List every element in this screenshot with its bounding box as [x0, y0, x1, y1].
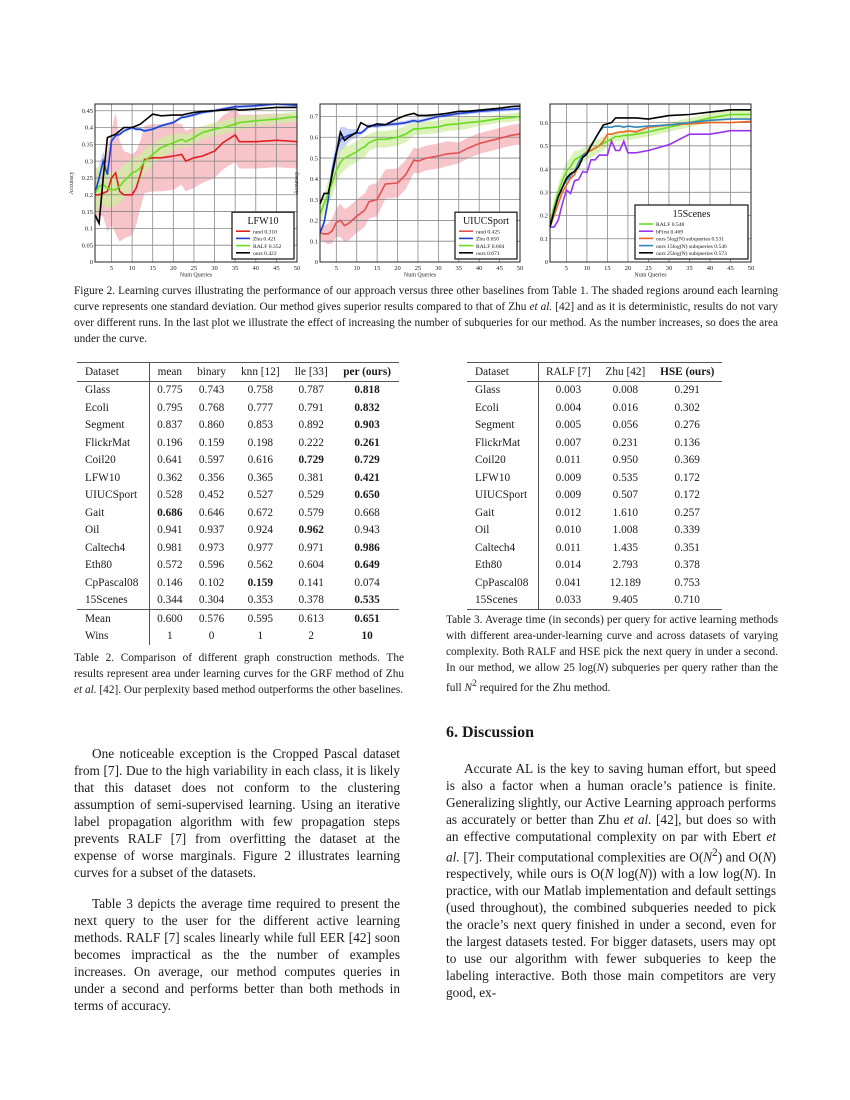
table-cell: 0.196	[157, 436, 183, 449]
y-tick-label: 0.45	[81, 107, 93, 115]
table-cell: 0.641	[157, 454, 183, 467]
table-cell: 0.033	[555, 594, 582, 607]
table-row	[467, 434, 722, 452]
dataset-name: Coil20	[467, 452, 538, 470]
table-3	[467, 362, 722, 610]
legend-entry: ours 5log(N) subqueries 0.531	[656, 236, 725, 243]
legend-entry: rand 0.425	[476, 229, 500, 236]
y-tick-label: 0.2	[539, 212, 548, 220]
y-tick-label: 0.3	[309, 196, 318, 204]
y-tick-label: 0.1	[84, 225, 93, 233]
table-cell: 0.668	[354, 506, 380, 519]
x-tick-label: 10	[583, 265, 591, 272]
table-cell: 0.353	[247, 594, 274, 607]
legend	[232, 212, 294, 259]
y-tick-label: 0.4	[309, 176, 318, 184]
x-tick-label: 5	[564, 265, 569, 272]
table-cell: 0.146	[157, 576, 183, 589]
table-row	[467, 381, 722, 399]
table-cell: 0.973	[198, 541, 225, 554]
table-cell: 0.527	[247, 489, 274, 502]
left-column-text	[74, 745, 400, 1014]
table-cell: 0.014	[555, 559, 582, 572]
table-cell: 0.351	[674, 541, 700, 554]
table-row	[467, 399, 722, 417]
x-tick-label: 10	[128, 265, 136, 272]
x-tick-label: 25	[190, 265, 198, 272]
table-cell: 0.710	[674, 594, 700, 607]
table-cell: 0.378	[298, 594, 324, 607]
table-cell: 0.356	[198, 471, 225, 484]
table-cell: 0	[208, 630, 215, 643]
x-tick-label: 10	[353, 265, 360, 272]
table-row	[467, 592, 722, 610]
chart-lfw10	[62, 98, 308, 279]
legend-entry: ours 15log(N) subqueries 0.546	[656, 243, 727, 250]
paragraph-table3: Table 3 depicts the average time required to present the next query to the user for the different active learning methods. RALF [7] scales linearly while full EER [42] soon becomes impractical as the the number of examples increases. On average, our method computes queries in under a second and performs better than both methods in terms of accuracy.	[74, 896, 400, 1013]
legend	[455, 212, 517, 259]
table-cell: 0.102	[198, 576, 225, 589]
table-cell: 0.369	[674, 454, 700, 467]
legend-entry: ours 0.422	[253, 251, 277, 257]
table-cell: 0.597	[198, 454, 225, 467]
y-tick-label: 0.4	[84, 124, 93, 132]
table-cell: 0.646	[198, 506, 225, 519]
column-header: mean	[157, 365, 183, 378]
table-2	[77, 362, 399, 645]
table-cell: 0.003	[555, 384, 582, 397]
x-tick-label: 15	[149, 265, 156, 272]
x-tick-label: 45	[273, 265, 280, 272]
table-cell: 0.004	[555, 401, 582, 414]
table-row	[467, 417, 722, 435]
dataset-name: Caltech4	[77, 539, 149, 557]
table-cell: 0.604	[298, 559, 324, 572]
x-tick-label: 45	[496, 265, 503, 272]
table-cell: 0.009	[555, 489, 582, 502]
table-row	[77, 504, 399, 522]
table-cell: 0.339	[674, 524, 700, 537]
table-row	[467, 452, 722, 470]
table-cell: 0.074	[354, 576, 380, 589]
table-cell: 0.302	[674, 401, 700, 414]
table-cell: 0.986	[354, 541, 380, 554]
y-axis-label: Accuracy	[69, 171, 75, 195]
legend-entry: RALF 0.352	[253, 243, 282, 250]
table-cell: 0.832	[354, 401, 380, 414]
table-cell: 1	[166, 630, 173, 643]
table-cell: 0.009	[555, 471, 582, 484]
dataset-name: Segment	[467, 417, 538, 435]
x-tick-label: 30	[211, 265, 218, 272]
paragraph-discussion: Accurate AL is the key to saving human effort, but speed is also a factor when a human oracle’s patience is finite. Generalizing slightly, our Active Learning approach performs as accurately or better than Zhu et al. [42], but does so with an effective computational complexity on par with Ebert et al. [7]. Their computational complexities are $O(N^2)$ and O(N) respectively, while ours is O(N log(N)) with a low log(N). In practice, with our Matlab implementation and default settings (used throughout), the combined subqueries needed to pick the oracle’s next query finished in under a second, even for the largest datasets tested. For bigger datasets, users may opt to use our algorithm with fewer subqueries to keep the labeling interactive. Both those main competitors are very good, ex-	[446, 761, 777, 1001]
chart-15scenes	[535, 98, 760, 279]
table-cell: 9.405	[612, 594, 639, 607]
legend-entry: rand 0.310	[253, 229, 277, 236]
x-tick-label: 15	[604, 265, 611, 272]
y-axis-label: Accuracy	[294, 171, 300, 195]
section-heading-discussion: 6. Discussion	[446, 724, 535, 741]
dataset-name: Eth80	[467, 557, 538, 575]
table-cell: 0.729	[298, 454, 324, 467]
x-tick-label: 35	[455, 265, 463, 272]
table-row	[77, 592, 399, 610]
legend-entry: Zhu 0.421	[253, 236, 276, 243]
y-tick-label: 0.4	[539, 166, 548, 174]
table-cell: 0.452	[198, 489, 225, 502]
dataset-name: UIUCSport	[77, 487, 149, 505]
legend-entry: RALF 0.604	[476, 243, 505, 250]
y-tick-label: 0.5	[309, 155, 318, 163]
x-tick-label: 40	[252, 265, 260, 272]
table-cell: 0.837	[157, 419, 183, 432]
y-tick-label: 0	[544, 259, 548, 267]
table-row	[77, 469, 399, 487]
x-axis-label: Num Queries	[403, 272, 437, 279]
chart-lfw10-svg	[62, 98, 308, 279]
table-row	[77, 434, 399, 452]
table-cell: 0.672	[247, 506, 274, 519]
y-tick-label: 0.1	[309, 238, 318, 246]
table-row	[77, 487, 399, 505]
dataset-name: 15Scenes	[467, 592, 538, 610]
table-cell: 0.924	[247, 524, 274, 537]
y-tick-label: 0.7	[309, 113, 318, 121]
y-tick-label: 0.35	[81, 141, 93, 149]
y-tick-label: 0.2	[84, 191, 93, 199]
y-tick-label: 0.25	[81, 175, 93, 183]
table-cell: 0.011	[555, 454, 581, 467]
table-cell: 0.971	[298, 541, 324, 554]
table-cell: 0.222	[298, 436, 324, 449]
dataset-name: Gait	[467, 504, 538, 522]
y-tick-label: 0.2	[309, 217, 318, 225]
table-cell: 0.768	[198, 401, 225, 414]
x-tick-label: 35	[686, 265, 693, 272]
x-tick-label: 50	[516, 265, 524, 272]
y-tick-label: 0.05	[81, 242, 93, 250]
discussion-text	[446, 760, 776, 1001]
table-cell: 0.421	[354, 471, 380, 484]
table-cell: 0.787	[298, 384, 324, 397]
x-tick-label: 40	[706, 265, 714, 272]
dataset-name: CpPascal08	[467, 574, 538, 592]
table-cell: 0.507	[612, 489, 639, 502]
table-cell: 0.304	[198, 594, 225, 607]
table-cell: 0.613	[298, 612, 324, 625]
table-cell: 0.600	[157, 612, 183, 625]
legend-entry: RALF 0.548	[656, 222, 685, 229]
x-tick-label: 20	[170, 265, 177, 272]
chart-title: UIUCSport	[462, 216, 510, 228]
table-cell: 10	[361, 630, 373, 643]
x-tick-label: 20	[394, 265, 401, 272]
table-cell: 0.941	[157, 524, 183, 537]
column-header: Dataset	[467, 363, 538, 382]
table-cell: 0.595	[247, 612, 274, 625]
table-cell: 0.159	[198, 436, 225, 449]
legend-entry: Zhu 0.650	[476, 236, 499, 243]
dataset-name: Glass	[467, 381, 538, 399]
table-cell: 2	[308, 630, 315, 643]
table-cell: 0.962	[298, 524, 324, 537]
x-axis-label: Num Queries	[634, 272, 667, 279]
table-cell: 0.231	[612, 436, 639, 449]
dataset-name: Ecoli	[77, 399, 149, 417]
table-cell: 0.535	[354, 594, 380, 607]
x-axis-label: Num Queries	[179, 272, 213, 279]
table-cell: 0.362	[157, 471, 183, 484]
column-header: knn [12]	[241, 365, 280, 378]
table-cell: 0.291	[674, 384, 700, 397]
table-row	[77, 610, 399, 628]
y-tick-label: 0.6	[309, 134, 318, 142]
table-cell: 0.011	[555, 541, 581, 554]
y-tick-label: 0.3	[539, 189, 548, 197]
table-cell: 0.818	[354, 384, 380, 397]
dataset-name: Oil	[467, 522, 538, 540]
table-cell: 0.172	[674, 471, 700, 484]
column-header: lle [33]	[294, 365, 328, 378]
x-tick-label: 40	[475, 265, 483, 272]
table-cell: 0.686	[157, 506, 183, 519]
dataset-name: Eth80	[77, 557, 149, 575]
table-cell: 0.007	[555, 436, 582, 449]
table-cell: 0.365	[247, 471, 274, 484]
x-tick-label: 15	[373, 265, 381, 272]
dataset-name: Gait	[77, 504, 149, 522]
table-row	[77, 539, 399, 557]
table-cell: 0.535	[612, 471, 639, 484]
chart-title: LFW10	[247, 216, 279, 228]
table-2-body	[77, 381, 399, 610]
x-tick-label: 30	[665, 265, 673, 272]
table-row	[77, 522, 399, 540]
y-tick-label: 0.6	[539, 119, 548, 127]
table-row	[77, 399, 399, 417]
table-cell: 0.860	[198, 419, 225, 432]
table-cell: 0.257	[674, 506, 700, 519]
table-cell: 0.041	[555, 576, 582, 589]
table-cell: 0.943	[354, 524, 380, 537]
y-tick-label: 0.5	[539, 143, 548, 151]
table-cell: 0.344	[157, 594, 183, 607]
paragraph-cropped-pascal: One noticeable exception is the Cropped Pascal dataset from [7]. Due to the high variability in each class, it is likely that this dataset does not conform to the clustering assumption of semi-supervised learning. Using an iterative label propagation algorithm with few propagation steps prevents RALF [7] from overfitting the dataset at the expense of worse marginals. Figure 2 illustrates learning curves for a subset of the datasets.	[74, 746, 400, 880]
table-cell: 1.435	[612, 541, 639, 554]
table-cell: 0.056	[612, 419, 639, 432]
dataset-name: UIUCSport	[467, 487, 538, 505]
dataset-name: Mean	[77, 610, 149, 628]
table-cell: 0.977	[247, 541, 274, 554]
table-cell: 0.276	[674, 419, 700, 432]
legend-entry: ours 25log(N) subqueries 0.573	[656, 251, 727, 257]
dataset-name: Ecoli	[467, 399, 538, 417]
dataset-name: Wins	[77, 628, 149, 646]
y-tick-label: 0	[89, 259, 93, 267]
table-cell: 0.650	[354, 489, 380, 502]
table-cell: 0.649	[354, 559, 380, 572]
table-row	[467, 539, 722, 557]
table-cell: 0.981	[157, 541, 183, 554]
table-cell: 1.610	[612, 506, 639, 519]
legend	[635, 205, 748, 259]
table-cell: 0.651	[354, 612, 380, 625]
table-cell: 0.005	[555, 419, 582, 432]
table-row	[467, 557, 722, 575]
table-cell: 0.136	[674, 436, 700, 449]
legend-entry: bFirst 0.469	[656, 229, 684, 236]
x-tick-label: 45	[727, 265, 734, 272]
dataset-name: Oil	[77, 522, 149, 540]
dataset-name: Segment	[77, 417, 149, 435]
column-header: Dataset	[77, 363, 149, 382]
table-cell: 0.261	[354, 436, 380, 449]
table-cell: 0.378	[674, 559, 700, 572]
table-row	[77, 628, 399, 646]
table-cell: 0.892	[298, 419, 324, 432]
table-cell: 0.016	[612, 401, 639, 414]
table-cell: 0.777	[247, 401, 274, 414]
table-cell: 1.008	[612, 524, 639, 537]
table-cell: 0.791	[298, 401, 324, 414]
dataset-name: LFW10	[467, 469, 538, 487]
table-cell: 12.189	[609, 576, 641, 589]
table-cell: 0.743	[198, 384, 225, 397]
table-row	[467, 469, 722, 487]
table-cell: 0.012	[555, 506, 582, 519]
table-row	[467, 487, 722, 505]
dataset-name: Coil20	[77, 452, 149, 470]
x-tick-label: 20	[624, 265, 632, 272]
table-cell: 0.616	[247, 454, 274, 467]
table-cell: 0.172	[674, 489, 700, 502]
table-cell: 0.853	[247, 419, 274, 432]
chart-title: 15Scenes	[672, 209, 711, 220]
x-tick-label: 50	[747, 265, 755, 272]
table-cell: 0.729	[354, 454, 380, 467]
column-header: RALF [7]	[545, 365, 591, 378]
table-cell: 0.159	[247, 576, 274, 589]
chart-uiucsport	[294, 98, 532, 279]
table-cell: 0.381	[298, 471, 324, 484]
table-2-caption: Table 2. Comparison of different graph construction methods. The results represent area under learning curves for the GRF method of Zhu et al. [42]. Our perplexity based method outperforms the other baselines.	[74, 652, 404, 696]
table-3-header	[467, 363, 722, 382]
y-tick-label: 0.15	[81, 208, 93, 216]
table-cell: 0.775	[157, 384, 183, 397]
y-tick-label: 0	[314, 259, 318, 267]
dataset-name: Caltech4	[467, 539, 538, 557]
x-tick-label: 25	[414, 265, 422, 272]
table-cell: 0.596	[198, 559, 225, 572]
table-cell: 2.793	[612, 559, 639, 572]
chart-uiucsport-svg	[294, 98, 532, 279]
table-cell: 0.198	[247, 436, 274, 449]
x-tick-label: 5	[109, 265, 114, 272]
y-tick-label: 0.3	[84, 158, 93, 166]
table-cell: 0.758	[247, 384, 274, 397]
x-tick-label: 50	[293, 265, 301, 272]
column-header: per (ours)	[343, 365, 391, 378]
dataset-name: FlickrMat	[467, 434, 538, 452]
table-cell: 0.141	[298, 576, 324, 589]
table-row	[77, 417, 399, 435]
column-header: binary	[197, 365, 226, 378]
table-cell: 0.529	[298, 489, 324, 502]
table-cell: 0.010	[555, 524, 582, 537]
x-tick-label: 30	[435, 265, 442, 272]
table-cell: 0.795	[157, 401, 183, 414]
x-tick-label: 35	[231, 265, 239, 272]
x-tick-label: 25	[645, 265, 652, 272]
dataset-name: Glass	[77, 381, 149, 399]
table-cell: 0.579	[298, 506, 324, 519]
table-cell: 0.576	[198, 612, 225, 625]
table-row	[467, 522, 722, 540]
table-cell: 0.753	[674, 576, 700, 589]
x-tick-label: 5	[334, 265, 338, 272]
table-cell: 0.572	[157, 559, 183, 572]
table-cell: 0.950	[612, 454, 639, 467]
dataset-name: FlickrMat	[77, 434, 149, 452]
table-2-summary	[77, 610, 399, 646]
figure-caption-label: Figure 2.	[74, 285, 116, 297]
table-row	[77, 381, 399, 399]
table-row	[77, 557, 399, 575]
table-cell: 0.937	[198, 524, 225, 537]
table-cell: 0.528	[157, 489, 183, 502]
chart-15scenes-svg	[535, 98, 760, 279]
dataset-name: 15Scenes	[77, 592, 149, 610]
column-header: HSE (ours)	[660, 365, 715, 378]
table-cell: 0.562	[247, 559, 274, 572]
table-2-header	[77, 363, 399, 382]
table-3-caption: Table 3. Average time (in seconds) per query for active learning methods with different area-under-learning curve and across datasets of varying complexity. Both RALF and HSE pick the next query in under a second. In our method, we allow 25 log(N) subqueries per query rather than the full $N^2$ required for the Zhu method.	[446, 614, 779, 694]
figure-2-caption: Figure 2. Learning curves illustrating the performance of our approach versus three other baselines from Table 1. The shaded regions around each learning curve represents one standard deviation. Our method gives superior results compared to that of Zhu et al. [42] and as it is deterministic, results do not vary over different runs. In the last plot we illustrate the effect of increasing the number of subqueries for our method. As the number increases, so does the area under the curve.	[74, 285, 778, 345]
table-cell: 1	[257, 630, 264, 643]
dataset-name: LFW10	[77, 469, 149, 487]
table-cell: 0.903	[354, 419, 380, 432]
column-header: Zhu [42]	[605, 365, 646, 378]
table-3-body	[467, 381, 722, 610]
y-tick-label: 0.1	[539, 235, 548, 243]
table-row	[467, 504, 722, 522]
legend-entry: ours 0.671	[476, 251, 500, 257]
table-cell: 0.008	[612, 384, 639, 397]
table-row	[77, 574, 399, 592]
dataset-name: CpPascal08	[77, 574, 149, 592]
table-row	[467, 574, 722, 592]
table-row	[77, 452, 399, 470]
